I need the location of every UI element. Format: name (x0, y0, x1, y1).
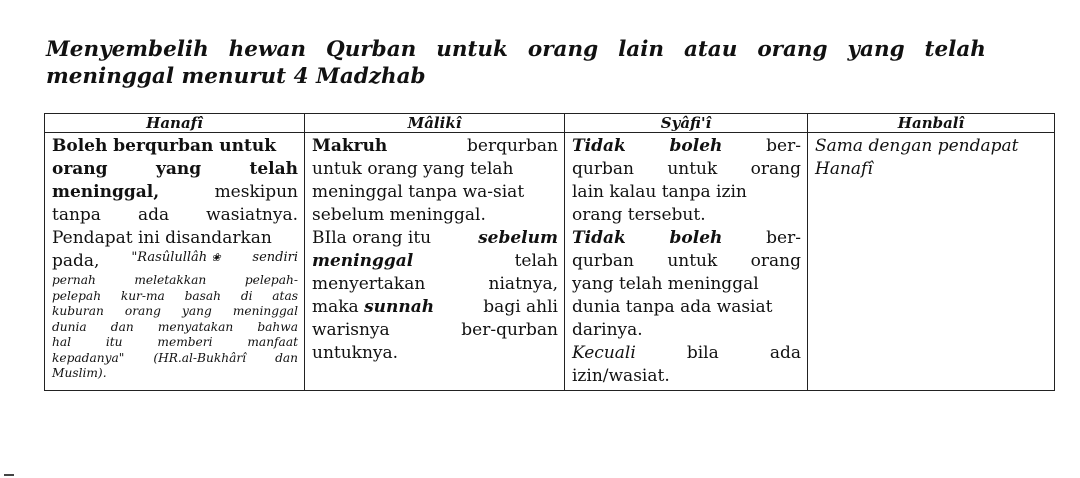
text-span: ber-qurban (461, 320, 558, 340)
text-line: Hanafî (815, 159, 873, 179)
text-span: dan (110, 319, 134, 334)
title-word: lain (618, 37, 664, 62)
text-span: sebelum (478, 228, 558, 248)
text-line (52, 335, 298, 351)
text-span: ada (769, 343, 801, 363)
text-line: izin/wasiat. (572, 366, 670, 386)
text-span: manfaat (247, 335, 298, 349)
text-line (52, 250, 298, 273)
text-span: orang (750, 159, 801, 179)
text-line (312, 250, 558, 273)
title-word: Menyembelih (46, 37, 209, 62)
text-line: untuknya. (312, 343, 399, 363)
text-span: maka (312, 297, 359, 317)
text-span: memberi (157, 335, 213, 349)
text-span: untuk (667, 251, 718, 271)
text-span: hal (52, 335, 72, 349)
text-span: boleh (669, 228, 723, 248)
text-line (52, 320, 298, 336)
text-span: (HR.al-Bukhârî (153, 350, 247, 365)
text-line (312, 273, 558, 296)
text-line: Sama dengan pendapat (815, 136, 1019, 156)
title-word: orang (527, 37, 599, 62)
text-span: menyertakan (312, 274, 426, 294)
cell-hanbali (808, 133, 1055, 391)
text-line (312, 135, 558, 158)
header-maliki: Mâlikî (305, 114, 565, 133)
text-line (572, 135, 801, 158)
text-line (52, 304, 298, 320)
text-span: itu (105, 335, 123, 349)
title-word: hewan (228, 37, 307, 62)
text-span: meninggal, (52, 182, 160, 202)
text-span: sendiri (252, 250, 298, 265)
text-span: menyatakan (157, 319, 234, 334)
text-span: bila (686, 343, 719, 363)
text-line: meninggal tanpa wa-siat (312, 182, 525, 202)
title-line-2: meninggal menurut 4 Madzhab (46, 64, 426, 89)
text-span: sunnah (364, 297, 435, 317)
text-span: wasiatnya. (206, 205, 298, 225)
title-word: yang (847, 37, 905, 62)
text-span: yang (155, 159, 202, 179)
text-span (312, 296, 434, 319)
text-line: darinya. (572, 320, 643, 340)
text-span: boleh (669, 136, 723, 156)
text-span: qurban (572, 251, 634, 271)
text-line (52, 158, 298, 181)
text-line: dunia tanpa ada wasiat (572, 297, 773, 317)
text-span: pada, (52, 251, 100, 271)
text-line (312, 227, 558, 250)
madzhab-comparison-table (44, 113, 1055, 391)
text-span: warisnya (312, 320, 390, 340)
text-span: Makruh (312, 136, 388, 156)
text-span: atas (272, 288, 298, 303)
stray-mark (4, 474, 14, 476)
text-span: pelepah (52, 288, 102, 303)
text-span: di (240, 288, 253, 303)
text-line (572, 227, 801, 250)
table-header-row (45, 114, 1055, 133)
title-line-1 (46, 36, 986, 63)
text-span: telah (249, 159, 298, 179)
text-line (312, 319, 558, 342)
cell-syafii (565, 133, 808, 391)
title-word: Qurban (325, 37, 417, 62)
text-span: pelepah- (244, 273, 298, 287)
text-span: meninggal (232, 304, 298, 318)
text-line (572, 250, 801, 273)
text-span: niatnya, (488, 274, 558, 294)
text-span: ber- (766, 228, 801, 248)
text-line (52, 181, 298, 204)
text-span: pernah (52, 273, 96, 287)
text-line (52, 289, 298, 305)
cell-maliki (305, 133, 565, 391)
text-span: dan (275, 350, 298, 365)
header-syafii: Syâfi'î (565, 114, 808, 133)
title-word: untuk (436, 37, 508, 62)
cell-hanafi (45, 133, 305, 391)
text-span: ada (137, 205, 170, 225)
text-span: Kecuali (572, 343, 636, 363)
text-line (52, 351, 298, 367)
text-span: meskipun (214, 182, 298, 202)
header-hanafi: Hanafî (45, 114, 305, 133)
text-span: orang (750, 251, 801, 271)
text-span: berqurban (467, 136, 558, 156)
text-span: orang (124, 304, 161, 318)
text-span: yang (181, 304, 212, 318)
text-span: basah (184, 288, 222, 303)
text-span: bagi ahli (483, 297, 558, 317)
text-span: orang (52, 159, 108, 179)
table-row (45, 133, 1055, 391)
text-line (572, 342, 801, 365)
page-title (46, 36, 986, 90)
text-line: yang telah meninggal (572, 274, 759, 294)
title-word: atau (683, 37, 738, 62)
text-line: sebelum meninggal. (312, 205, 486, 225)
text-span: meninggal (312, 251, 414, 271)
text-line: orang tersebut. (572, 205, 706, 225)
text-span: tanpa (52, 205, 101, 225)
text-line (312, 296, 558, 319)
title-word: telah (924, 37, 986, 62)
text-span: BIla orang itu (312, 228, 432, 248)
text-span: qurban (572, 159, 634, 179)
header-hanbali: Hanbalî (808, 114, 1055, 133)
text-span: Tidak (572, 228, 626, 248)
title-word: orang (757, 37, 828, 62)
text-span: kepadanya" (52, 350, 125, 365)
text-line (52, 273, 298, 289)
text-span: bahwa (257, 319, 298, 334)
text-span: "Rasûlullâh (131, 250, 208, 265)
text-line: lain kalau tanpa izin (572, 182, 747, 202)
salawat-symbol-icon: ❀ (211, 251, 221, 264)
text-span (131, 250, 220, 273)
text-line (572, 158, 801, 181)
text-span: dunia (52, 319, 87, 334)
text-span: meletakkan (134, 273, 207, 287)
text-span: kuburan (52, 304, 104, 318)
text-line: Muslim). (52, 366, 107, 380)
text-line: untuk orang yang telah (312, 159, 514, 179)
text-span: ber- (766, 136, 801, 156)
text-span: Boleh berqurban untuk (52, 136, 277, 156)
text-span: kur-ma (120, 288, 165, 303)
text-line (52, 135, 298, 158)
text-line (52, 204, 298, 227)
text-span: Tidak (572, 136, 626, 156)
text-line: Pendapat ini disandarkan (52, 228, 272, 248)
text-span: untuk (667, 159, 718, 179)
text-span: telah (514, 251, 558, 271)
